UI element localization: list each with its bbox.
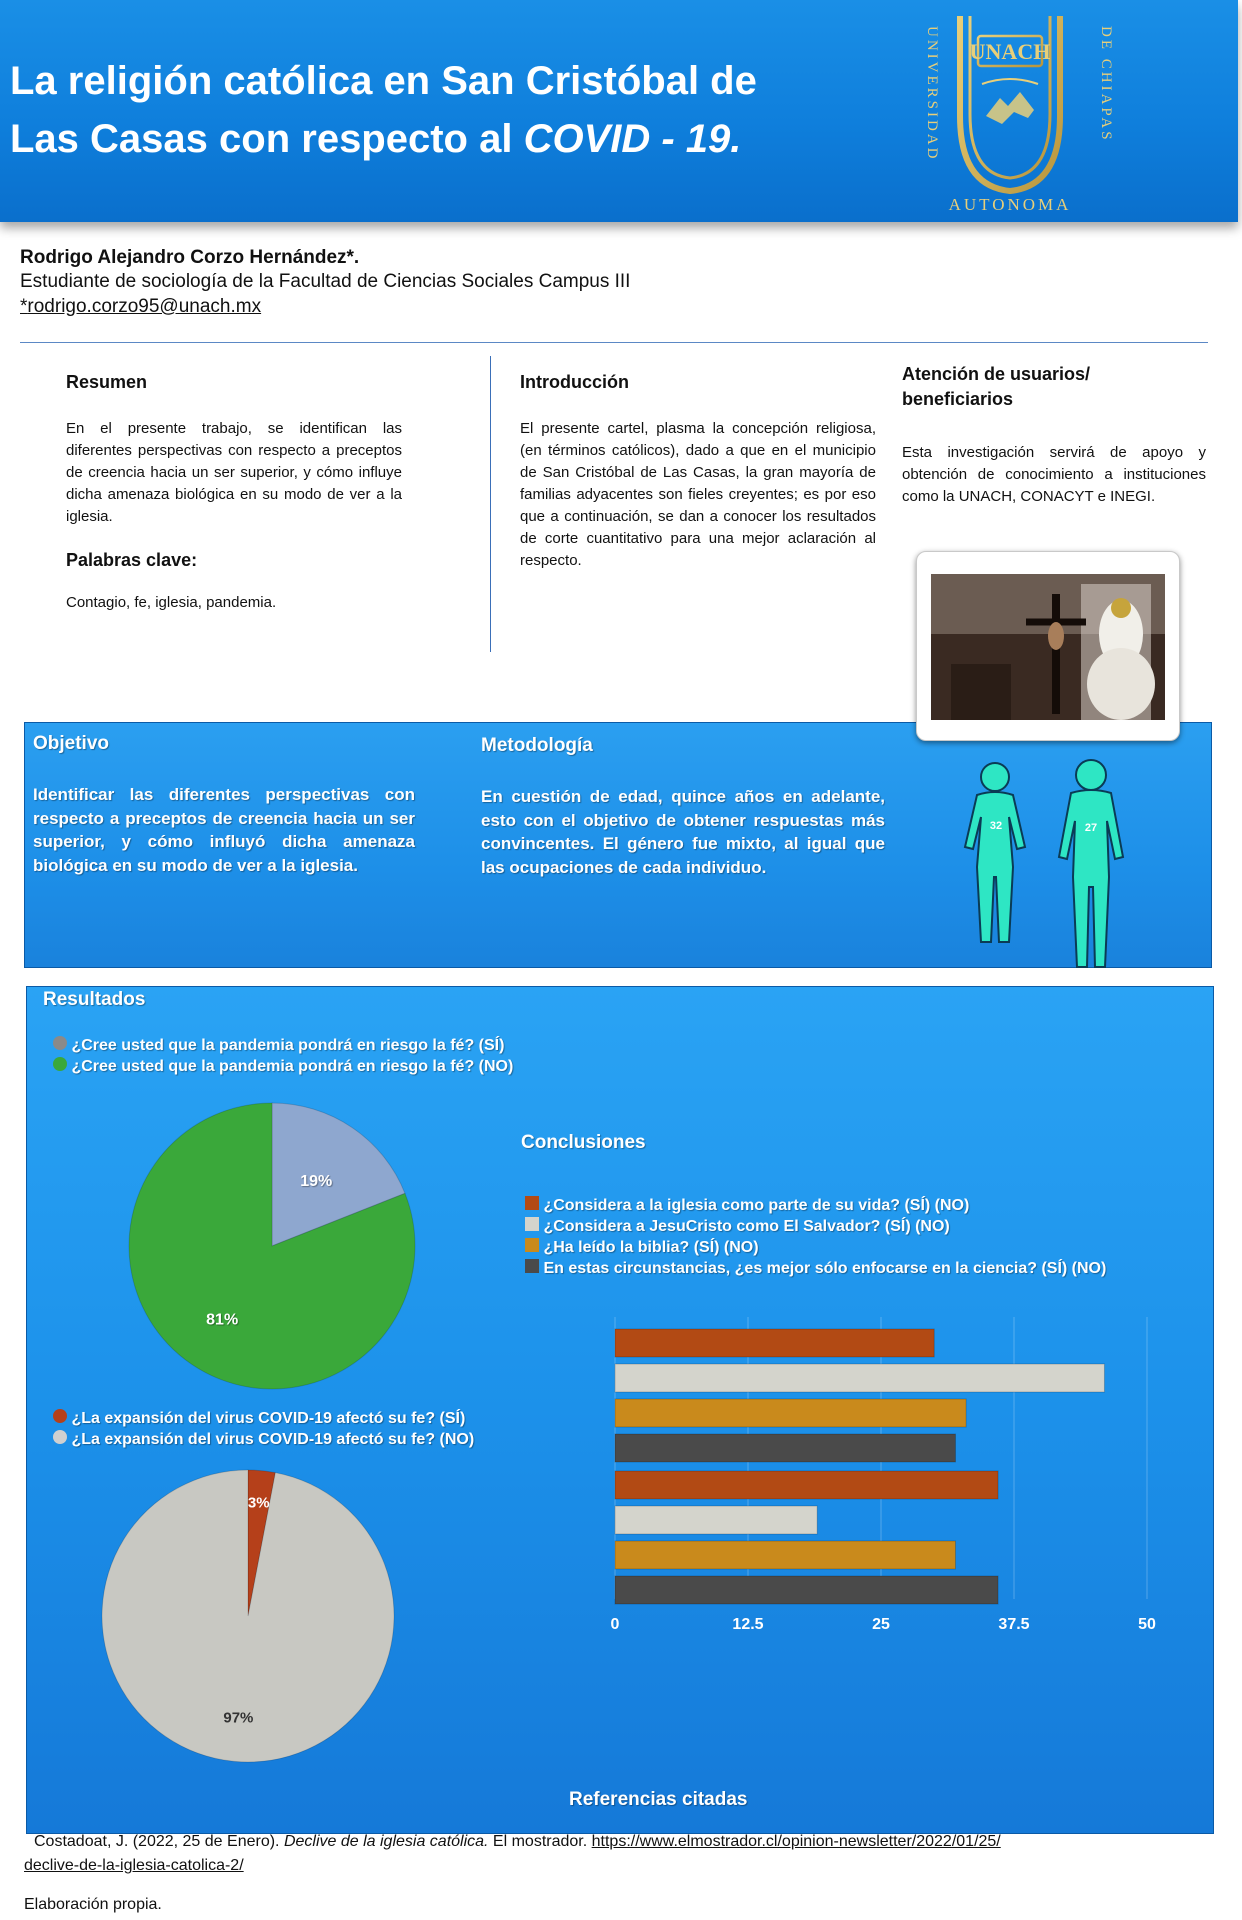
bar-legend-3-label: ¿Ha leído la biblia? (SÍ) (NO) — [543, 1239, 759, 1256]
bar-no-series-1 — [615, 1471, 998, 1499]
pie2-si-value-label: 3% — [247, 1494, 270, 1512]
pie1-no-value-label: 81% — [206, 1311, 239, 1329]
legend-gold-square-icon — [525, 1238, 539, 1252]
bar-no-series-3 — [615, 1541, 955, 1569]
bar-tick-label: 37.5 — [998, 1616, 1030, 1633]
bar-si-series-3 — [615, 1399, 966, 1427]
elaboracion-note: Elaboración propia. — [24, 1896, 162, 1913]
female-figure-icon — [965, 763, 1025, 942]
bar-tick-label: 12.5 — [732, 1616, 764, 1633]
bar-no-series-4 — [615, 1576, 998, 1604]
pie2-no-value-label: 97% — [223, 1709, 254, 1727]
results-panel — [26, 986, 1214, 1834]
bar-legend-4-label: En estas circunstancias, ¿es mejor sólo enfocarse en la ciencia? (SÍ) (NO) — [543, 1260, 1107, 1277]
reference-link[interactable]: https://www.elmostrador.cl/opinion-newsletter/2022/01/25/ — [591, 1833, 1001, 1850]
introduccion-text: El presente cartel, plasma la concepción religiosa, (en términos católicos), dado a que en el municipio de San Cristóbal de Las Casas, la gran mayoría de familias adyacentes son fieles creyentes; es por eso que a continuación, se dan a conocer los resultados de corte cuantitativo para una mejor aclaración al respecto. — [520, 420, 876, 569]
bar-chart — [571, 1317, 1211, 1647]
atencion-text: Esta investigación servirá de apoyo y obtención de conocimiento a instituciones como la UNACH, CONACYT e INEGI. — [902, 444, 1206, 505]
male-figure-label: 27 — [1084, 822, 1098, 834]
logo-bottom-text: AUTONOMA — [948, 195, 1072, 214]
bar-si-series-2 — [615, 1364, 1104, 1392]
pie-chart-1 — [127, 1101, 417, 1391]
pie2-legend-no-label: ¿La expansión del virus COVID-19 afectó su fe? (NO) — [71, 1431, 475, 1448]
bar-legend-1-label: ¿Considera a la iglesia como parte de su vida? (SÍ) (NO) — [543, 1197, 970, 1214]
legend-red-square-icon — [525, 1196, 539, 1210]
bar-legend-2-label: ¿Considera a JesuCristo como El Salvador? (SÍ) (NO) — [543, 1218, 950, 1235]
keywords-text: Contagio, fe, iglesia, pandemia. — [66, 594, 277, 611]
metodologia-heading: Metodología — [481, 735, 593, 756]
bar-legend-1 — [525, 1196, 969, 1215]
female-figure-label: 32 — [989, 820, 1003, 832]
bar-tick-label: 25 — [872, 1616, 890, 1633]
reference-title: Declive de la iglesia católica. — [283, 1833, 489, 1850]
pie-chart-2 — [101, 1469, 395, 1763]
poster-header — [0, 0, 1238, 222]
church-photo — [931, 574, 1165, 720]
bar-si-series-1 — [615, 1329, 934, 1357]
atencion-heading: Atención de usuarios/ beneficiarios — [902, 364, 1091, 409]
reference-author: Costadoat, J. (2022, 25 de Enero). — [34, 1833, 284, 1850]
title-line-1: La religión católica en San Cristóbal de — [10, 59, 757, 103]
column-divider — [490, 356, 491, 652]
legend-gray-dot-icon — [53, 1036, 67, 1050]
pie1-legend-no — [53, 1057, 513, 1076]
bar-tick-label: 0 — [610, 1616, 620, 1633]
objetivo-metodologia-band — [24, 722, 1212, 968]
reference-link-continued[interactable]: declive-de-la-iglesia-catolica-2/ — [24, 1857, 244, 1874]
author-email-address[interactable]: rodrigo.corzo95@unach.mx — [27, 296, 262, 317]
introduccion-heading: Introducción — [520, 372, 629, 392]
bar-tick-label: 50 — [1138, 1616, 1156, 1633]
author-affiliation: Estudiante de sociología de la Facultad de Ciencias Sociales Campus III — [20, 271, 631, 292]
male-figure-icon — [1059, 760, 1123, 967]
pie1-legend-no-label: ¿Cree usted que la pandemia pondrá en riesgo la fé? (NO) — [71, 1058, 514, 1075]
title-line-2: Las Casas con respecto al — [10, 117, 524, 161]
logo-left-text: UNIVERSIDAD — [924, 26, 940, 162]
bar-no-series-2 — [615, 1506, 817, 1534]
reference-source: El mostrador. — [488, 1833, 592, 1850]
keywords-heading: Palabras clave: — [66, 550, 198, 570]
logo-right-text: DE CHIAPAS — [1098, 26, 1114, 143]
author-email[interactable] — [20, 296, 261, 318]
divider-line — [20, 342, 1208, 343]
legend-white-square-icon — [525, 1217, 539, 1231]
referencias-heading: Referencias citadas — [569, 1789, 748, 1810]
bar-legend-2 — [525, 1217, 950, 1236]
legend-white-dot-icon — [53, 1430, 67, 1444]
bar-legend-3 — [525, 1238, 759, 1257]
reference-entry — [34, 1833, 1001, 1851]
title-covid: COVID - 19. — [523, 117, 742, 161]
objetivo-heading: Objetivo — [33, 733, 110, 754]
pie1-legend-si-label: ¿Cree usted que la pandemia pondrá en riesgo la fé? (SÍ) — [71, 1037, 505, 1054]
resumen-heading: Resumen — [66, 372, 148, 392]
author-email-star: * — [20, 296, 28, 317]
pie1-si-value-label: 19% — [300, 1172, 333, 1190]
bar-legend-4 — [525, 1259, 1106, 1278]
pie2-legend-si-label: ¿La expansión del virus COVID-19 afectó su fe? (SÍ) — [71, 1410, 466, 1427]
legend-green-dot-icon — [53, 1057, 67, 1071]
unach-logo — [890, 6, 1130, 216]
pie2-legend-si — [53, 1409, 465, 1428]
conclusiones-heading: Conclusiones — [521, 1132, 646, 1153]
resumen-text: En el presente trabajo, se identifican las diferentes perspectivas con respecto a preceptos de creencia hacia un ser superior, y cómo influye dicha amenaza biológica en su modo de ver a la iglesia. — [66, 420, 402, 525]
pie1-legend-si — [53, 1036, 504, 1055]
resultados-heading: Resultados — [43, 989, 146, 1010]
metodologia-text: En cuestión de edad, quince años en adelante, esto con el objetivo de obtener respuestas más convincentes. El género fue mixto, al igual que las ocupaciones de cada individuo. — [481, 787, 885, 877]
legend-gray-square-icon — [525, 1259, 539, 1273]
author-name: Rodrigo Alejandro Corzo Hernández*. — [20, 247, 360, 268]
church-photo-frame — [916, 551, 1180, 741]
poster-title — [10, 52, 870, 168]
bar-si-series-4 — [615, 1434, 955, 1462]
objetivo-text: Identificar las diferentes perspectivas con respecto a preceptos de creencia hacia un ser superior, y cómo influyó dicha amenaza biológica en su modo de ver a la iglesia. — [33, 785, 415, 875]
pie2-legend-no — [53, 1430, 474, 1449]
logo-center-text: UNACH — [969, 39, 1051, 64]
legend-red-dot-icon — [53, 1409, 67, 1423]
participants-figures — [925, 747, 1195, 977]
